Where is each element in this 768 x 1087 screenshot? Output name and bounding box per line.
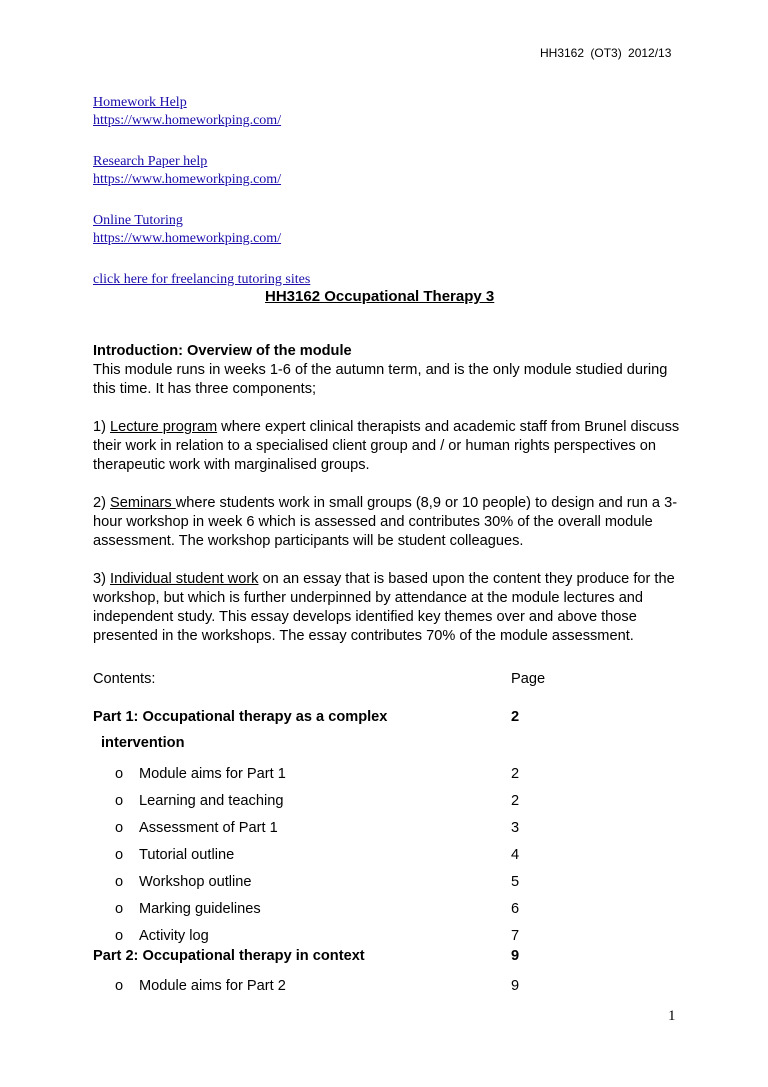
promo-links [93, 94, 310, 289]
contents-item-page: 7 [511, 928, 520, 944]
contents-row [93, 874, 653, 901]
contents-item-label: Marking guidelines [139, 901, 261, 917]
bullet-icon: o [115, 847, 124, 863]
homework-help-url-link[interactable]: https://www.homeworkping.com/ [93, 113, 282, 128]
page-number: 1 [668, 1008, 676, 1024]
component-2-title: Seminars [110, 495, 176, 511]
component-3-paragraph [93, 570, 683, 646]
contents-item-page: 4 [511, 847, 520, 863]
contents-table [93, 671, 653, 1005]
bullet-icon: o [115, 766, 124, 782]
bullet-icon: o [115, 874, 124, 890]
contents-row [93, 766, 653, 793]
contents-item-page: 3 [511, 820, 520, 836]
contents-item-page: 6 [511, 901, 520, 917]
component-1-text: where expert clinical therapists and academic staff from Brunel discuss their work in relation to a specialised client group and / or human rights perspectives on therapeutic work with marginalised groups. [93, 419, 680, 473]
contents-item-label: Assessment of Part 1 [139, 820, 278, 836]
contents-item-label: Learning and teaching [139, 793, 284, 809]
contents-item-page: 9 [511, 978, 520, 994]
component-2-paragraph [93, 494, 683, 551]
contents-row-part1-continued [93, 735, 653, 766]
link-group-homework [93, 94, 310, 130]
contents-row [93, 793, 653, 820]
contents-item-page: 2 [511, 766, 520, 782]
part1-page: 2 [511, 709, 520, 725]
online-tutoring-link[interactable]: Online Tutoring [93, 213, 183, 228]
bullet-icon: o [115, 901, 124, 917]
intro-heading: Introduction: Overview of the module [93, 343, 352, 359]
contents-item-label: Activity log [139, 928, 209, 944]
component-2-number: 2) [93, 495, 111, 511]
contents-row [93, 820, 653, 847]
component-3-number: 3) [93, 571, 111, 587]
contents-row-part1 [93, 709, 653, 735]
part2-title: Part 2: Occupational therapy in context [93, 948, 365, 964]
online-tutoring-url-link[interactable]: https://www.homeworkping.com/ [93, 231, 282, 246]
bullet-icon: o [115, 928, 124, 944]
component-1-number: 1) [93, 419, 111, 435]
contents-item-label: Workshop outline [139, 874, 252, 890]
intro-paragraph [93, 342, 683, 399]
contents-item-label: Module aims for Part 2 [139, 978, 286, 994]
research-paper-url-link[interactable]: https://www.homeworkping.com/ [93, 172, 282, 187]
contents-item-label: Module aims for Part 1 [139, 766, 286, 782]
bullet-icon: o [115, 978, 124, 994]
introduction-section [93, 342, 683, 665]
part2-page: 9 [511, 948, 520, 964]
document-title: HH3162 Occupational Therapy 3 [265, 288, 495, 305]
contents-item-page: 2 [511, 793, 520, 809]
component-1-title: Lecture program [110, 419, 218, 435]
contents-item-label: Tutorial outline [139, 847, 235, 863]
freelancing-tutoring-link[interactable]: click here for freelancing tutoring sites [93, 272, 311, 287]
bullet-icon: o [115, 793, 124, 809]
research-paper-help-link[interactable]: Research Paper help [93, 154, 208, 169]
contents-row-part2 [93, 948, 653, 978]
link-group-tutoring [93, 212, 310, 248]
link-group-research [93, 153, 310, 189]
intro-text: This module runs in weeks 1-6 of the autumn term, and is the only module studied during this time. It has three components; [93, 362, 668, 397]
contents-row [93, 928, 653, 948]
component-1-paragraph [93, 418, 683, 475]
contents-row [93, 978, 653, 1005]
contents-item-page: 5 [511, 874, 520, 890]
component-3-title: Individual student work [110, 571, 259, 587]
page-column-label: Page [511, 671, 546, 687]
header-module-code: HH3162 (OT3) 2012/13 [540, 46, 672, 60]
bullet-icon: o [115, 820, 124, 836]
homework-help-link[interactable]: Homework Help [93, 95, 187, 110]
contents-header-row [93, 671, 653, 709]
contents-label: Contents: [93, 671, 156, 687]
component-3-text: on an essay that is based upon the content they produce for the workshop, but which is further underpinned by attendance at the module lectures and independent study. This essay develops identified key themes over and above those presented in the workshops. The essay contributes 70% of the module assessment. [93, 571, 675, 644]
part1-title-continued: intervention [101, 735, 185, 751]
contents-row [93, 847, 653, 874]
contents-row [93, 901, 653, 928]
part1-title: Part 1: Occupational therapy as a complex [93, 709, 388, 725]
component-2-text: where students work in small groups (8,9 or 10 people) to design and run a 3-hour workshop in week 6 which is assessed and contributes 30% of the overall module assessment. The workshop participants will be student colleagues. [93, 495, 678, 549]
